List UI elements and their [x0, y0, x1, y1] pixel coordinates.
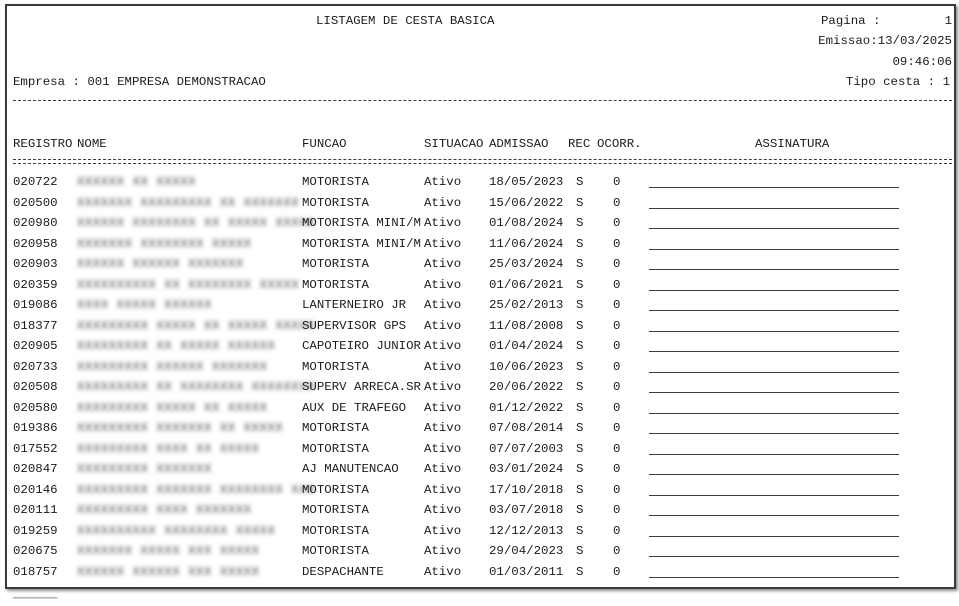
cell-nome: XXXXXXXXX XX XXXXX XXXXXX: [77, 339, 276, 353]
cell-nome: XXXXXX XX XXXXX: [77, 175, 197, 189]
cell-admissao: 15/06/2022: [489, 196, 564, 210]
cell-rec: S: [576, 421, 584, 435]
signature-line: [649, 310, 899, 311]
header-divider: [13, 100, 952, 101]
cell-rec: S: [576, 483, 584, 497]
signature-line: [649, 187, 899, 188]
cell-funcao: AUX DE TRAFEGO: [302, 401, 407, 415]
cell-nome: XXXXXXXXX XXXXXX XXXXXXX: [77, 360, 268, 374]
cell-nome: XXXXXX XXXXXXXX XX XXXXX XXXXX: [77, 216, 316, 230]
cell-ocorr: 0: [613, 216, 621, 230]
emission-time: 09:46:06: [892, 55, 952, 69]
signature-line: [649, 392, 899, 393]
signature-line: [649, 474, 899, 475]
cell-admissao: 11/06/2024: [489, 237, 564, 251]
cell-nome: XXXXXXXXX XX XXXXXXXX XXXXXXXX: [77, 380, 316, 394]
cell-situacao: Ativo: [424, 483, 462, 497]
cell-nome: XXXXXXXXX XXXXX XX XXXXX: [77, 401, 268, 415]
cell-funcao: MOTORISTA: [302, 360, 369, 374]
cell-ocorr: 0: [613, 237, 621, 251]
cell-registro: 019386: [13, 421, 58, 435]
cell-nome: XXXXXXXXX XXXXXXX XXXXXXXX XXX: [77, 483, 316, 497]
col-ocorr: OCORR.: [597, 137, 642, 151]
cell-funcao: CAPOTEIRO JUNIOR: [302, 339, 421, 353]
cell-ocorr: 0: [613, 544, 621, 558]
cell-rec: S: [576, 237, 584, 251]
cell-nome: XXXXXX XXXXXX XXXXXXX: [77, 257, 244, 271]
cell-ocorr: 0: [613, 565, 621, 579]
table-row: [7, 543, 954, 563]
table-row: [7, 441, 954, 461]
cell-nome: XXXXXXXXX XXXXX XX XXXXX XXXXX: [77, 319, 316, 333]
cell-admissao: 01/04/2024: [489, 339, 564, 353]
cell-funcao: LANTERNEIRO JR: [302, 298, 407, 312]
cell-rec: S: [576, 196, 584, 210]
cell-registro: 020500: [13, 196, 58, 210]
cell-registro: 020508: [13, 380, 58, 394]
cell-registro: 019259: [13, 524, 58, 538]
col-nome: NOME: [77, 137, 107, 151]
cell-ocorr: 0: [613, 401, 621, 415]
cell-registro: 018377: [13, 319, 58, 333]
cell-situacao: Ativo: [424, 565, 462, 579]
cell-ocorr: 0: [613, 483, 621, 497]
cell-funcao: MOTORISTA: [302, 196, 369, 210]
signature-line: [649, 228, 899, 229]
cell-rec: S: [576, 442, 584, 456]
table-row: [7, 461, 954, 481]
cell-rec: S: [576, 216, 584, 230]
basket-type-line: [846, 75, 950, 89]
cell-ocorr: 0: [613, 319, 621, 333]
cell-registro: 020359: [13, 278, 58, 292]
cell-situacao: Ativo: [424, 462, 462, 476]
page-number: 1: [944, 14, 952, 28]
cell-rec: S: [576, 319, 584, 333]
cell-ocorr: 0: [613, 298, 621, 312]
cell-rec: S: [576, 257, 584, 271]
signature-line: [649, 269, 899, 270]
cell-ocorr: 0: [613, 257, 621, 271]
col-registro: REGISTRO: [13, 137, 73, 151]
cell-registro: 019086: [13, 298, 58, 312]
signature-line: [649, 208, 899, 209]
cell-situacao: Ativo: [424, 278, 462, 292]
signature-line: [649, 454, 899, 455]
cell-registro: 020847: [13, 462, 58, 476]
cell-admissao: 07/07/2003: [489, 442, 564, 456]
cell-ocorr: 0: [613, 175, 621, 189]
basket-type-value: 1: [942, 75, 950, 89]
cell-nome: XXXXXXXXXX XX XXXXXXXX XXXXX: [77, 278, 300, 292]
cell-situacao: Ativo: [424, 196, 462, 210]
table-row: [7, 420, 954, 440]
emission-line: [818, 34, 952, 48]
signature-line: [649, 351, 899, 352]
cell-ocorr: 0: [613, 380, 621, 394]
table-row: [7, 195, 954, 215]
cell-registro: 020905: [13, 339, 58, 353]
cell-registro: 018757: [13, 565, 58, 579]
cell-registro: 020733: [13, 360, 58, 374]
col-situacao: SITUACAO: [424, 137, 484, 151]
signature-line: [649, 413, 899, 414]
cell-ocorr: 0: [613, 196, 621, 210]
signature-line: [649, 577, 899, 578]
emission-label: Emissao:: [818, 34, 878, 48]
table-row: [7, 523, 954, 543]
cell-nome: XXXXXXXXX XXXX XX XXXXX: [77, 442, 260, 456]
cell-registro: 020980: [13, 216, 58, 230]
cell-funcao: MOTORISTA MINI/M: [302, 216, 421, 230]
cell-admissao: 03/07/2018: [489, 503, 564, 517]
cell-nome: XXXXXXX XXXXX XXX XXXXX: [77, 544, 260, 558]
cell-rec: S: [576, 503, 584, 517]
cell-nome: XXXXXXXXXX XXXXXXXX XXXXX: [77, 524, 276, 538]
table-row: [7, 400, 954, 420]
cell-nome: XXXXXX XXXXXX XXX XXXXX: [77, 565, 260, 579]
cell-situacao: Ativo: [424, 544, 462, 558]
cell-situacao: Ativo: [424, 360, 462, 374]
cell-funcao: MOTORISTA: [302, 175, 369, 189]
cell-ocorr: 0: [613, 503, 621, 517]
cell-admissao: 20/06/2022: [489, 380, 564, 394]
cell-admissao: 25/02/2013: [489, 298, 564, 312]
signature-line: [649, 331, 899, 332]
cell-situacao: Ativo: [424, 380, 462, 394]
cell-funcao: MOTORISTA MINI/M: [302, 237, 421, 251]
cell-admissao: 10/06/2023: [489, 360, 564, 374]
signature-line: [649, 249, 899, 250]
col-rec: REC: [568, 137, 591, 151]
cell-situacao: Ativo: [424, 421, 462, 435]
signature-line: [649, 290, 899, 291]
cell-funcao: MOTORISTA: [302, 278, 369, 292]
cell-rec: S: [576, 401, 584, 415]
cell-admissao: 29/04/2023: [489, 544, 564, 558]
cell-registro: 020146: [13, 483, 58, 497]
company-line: [13, 75, 266, 89]
cell-funcao: MOTORISTA: [302, 483, 369, 497]
cell-rec: S: [576, 278, 584, 292]
cell-admissao: 18/05/2023: [489, 175, 564, 189]
cell-nome: XXXXXXX XXXXXXXX XXXXX: [77, 237, 252, 251]
table-row: [7, 338, 954, 358]
cell-funcao: AJ MANUTENCAO: [302, 462, 399, 476]
cutoff-row-text: ______: [13, 587, 58, 601]
cell-admissao: 07/08/2014: [489, 421, 564, 435]
cell-registro: 020903: [13, 257, 58, 271]
table-row: [7, 174, 954, 194]
cell-admissao: 01/06/2021: [489, 278, 564, 292]
cell-funcao: SUPERVISOR GPS: [302, 319, 407, 333]
cell-funcao: MOTORISTA: [302, 524, 369, 538]
cell-admissao: 03/01/2024: [489, 462, 564, 476]
cell-situacao: Ativo: [424, 175, 462, 189]
cell-funcao: DESPACHANTE: [302, 565, 384, 579]
cell-registro: 020722: [13, 175, 58, 189]
cell-ocorr: 0: [613, 421, 621, 435]
cell-rec: S: [576, 380, 584, 394]
cell-admissao: 25/03/2024: [489, 257, 564, 271]
cell-situacao: Ativo: [424, 298, 462, 312]
cell-funcao: MOTORISTA: [302, 544, 369, 558]
cell-funcao: MOTORISTA: [302, 503, 369, 517]
cell-ocorr: 0: [613, 278, 621, 292]
cell-funcao: SUPERV ARRECA.SR: [302, 380, 421, 394]
cell-situacao: Ativo: [424, 503, 462, 517]
cell-ocorr: 0: [613, 462, 621, 476]
cell-registro: 020675: [13, 544, 58, 558]
company-label: Empresa :: [13, 75, 80, 89]
table-row: [7, 277, 954, 297]
cell-admissao: 12/12/2013: [489, 524, 564, 538]
table-row: [7, 564, 954, 584]
emission-date: 13/03/2025: [877, 34, 952, 48]
table-row: [7, 379, 954, 399]
signature-line: [649, 515, 899, 516]
col-admissao: ADMISSAO: [489, 137, 549, 151]
table-row: [7, 215, 954, 235]
cell-nome: XXXXXXX XXXXXXXXX XX XXXXXXX: [77, 196, 300, 210]
column-header-divider: [13, 159, 952, 164]
cell-rec: S: [576, 462, 584, 476]
cell-ocorr: 0: [613, 360, 621, 374]
table-row: [7, 297, 954, 317]
table-row: [7, 482, 954, 502]
company-value: 001 EMPRESA DEMONSTRACAO: [87, 75, 266, 89]
cell-rec: S: [576, 360, 584, 374]
cell-rec: S: [576, 175, 584, 189]
signature-line: [649, 536, 899, 537]
basket-type-label: Tipo cesta :: [845, 75, 936, 89]
col-assinatura: ASSINATURA: [755, 137, 830, 151]
cell-registro: 020111: [13, 503, 58, 517]
cell-rec: S: [576, 298, 584, 312]
table-row: [7, 318, 954, 338]
cell-funcao: MOTORISTA: [302, 421, 369, 435]
col-funcao: FUNCAO: [302, 137, 347, 151]
cell-admissao: 01/03/2011: [489, 565, 564, 579]
cell-registro: 020580: [13, 401, 58, 415]
report-page: [5, 4, 956, 601]
cell-admissao: 01/12/2022: [489, 401, 564, 415]
table-row: [7, 502, 954, 522]
page-label: Pagina :: [821, 14, 881, 28]
cell-registro: 020958: [13, 237, 58, 251]
cell-ocorr: 0: [613, 442, 621, 456]
cell-situacao: Ativo: [424, 442, 462, 456]
cutoff-row: [7, 586, 954, 606]
cell-situacao: Ativo: [424, 319, 462, 333]
cell-situacao: Ativo: [424, 257, 462, 271]
cell-ocorr: 0: [613, 339, 621, 353]
cell-situacao: Ativo: [424, 216, 462, 230]
cell-situacao: Ativo: [424, 339, 462, 353]
table-row: [7, 256, 954, 276]
cell-rec: S: [576, 544, 584, 558]
cell-nome: XXXXXXXXX XXXXXXX: [77, 462, 212, 476]
cell-rec: S: [576, 565, 584, 579]
report-title: LISTAGEM DE CESTA BASICA: [316, 14, 495, 28]
cell-situacao: Ativo: [424, 401, 462, 415]
cell-ocorr: 0: [613, 524, 621, 538]
signature-line: [649, 372, 899, 373]
signature-line: [649, 556, 899, 557]
cell-admissao: 01/08/2024: [489, 216, 564, 230]
cell-admissao: 17/10/2018: [489, 483, 564, 497]
table-row: [7, 236, 954, 256]
signature-line: [649, 495, 899, 496]
cell-nome: XXXX XXXXX XXXXXX: [77, 298, 212, 312]
cell-funcao: MOTORISTA: [302, 257, 369, 271]
cell-funcao: MOTORISTA: [302, 442, 369, 456]
cell-nome: XXXXXXXXX XXXXXXX XX XXXXX: [77, 421, 284, 435]
cell-nome: XXXXXXXXX XXXX XXXXXXX: [77, 503, 252, 517]
cell-situacao: Ativo: [424, 524, 462, 538]
signature-line: [649, 433, 899, 434]
cell-admissao: 11/08/2008: [489, 319, 564, 333]
cell-rec: S: [576, 339, 584, 353]
cell-rec: S: [576, 524, 584, 538]
cell-situacao: Ativo: [424, 237, 462, 251]
cell-registro: 017552: [13, 442, 58, 456]
table-row: [7, 359, 954, 379]
